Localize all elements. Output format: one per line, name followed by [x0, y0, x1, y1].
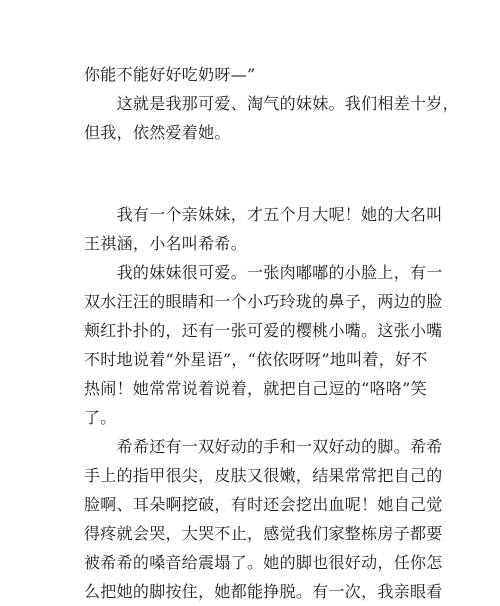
- paragraph-block-1: [84, 60, 459, 147]
- text-line: 我有一个亲妹妹，才五个月大呢！她的大名叫: [84, 205, 443, 224]
- text-line: 我的妹妹很可爱。一张肉嘟嘟的小脸上，有一: [84, 263, 443, 282]
- text-line: 你能不能好好吃奶呀—”: [84, 65, 256, 84]
- text-line: 被希希的嗓音给震塌了。她的脚也很好动，任你怎: [84, 553, 443, 572]
- text-line: 这就是我那可爱、淘气的妹妹。我们相差十岁，: [84, 94, 459, 113]
- text-line: 希希还有一双好动的手和一双好动的脚。希希: [84, 437, 443, 456]
- text-line: 颊红扑扑的，还有一张可爱的樱桃小嘴。这张小嘴: [84, 321, 443, 340]
- text-line: 么把她的脚按住，她都能挣脱。有一次，我亲眼看: [84, 582, 443, 601]
- text-line: 热闹！她常常说着说着，就把自己逗的“咯咯”笑: [84, 379, 427, 398]
- text-line: 王祺涵，小名叫希希。: [84, 234, 248, 253]
- text-line: 但我，依然爱着她。: [84, 123, 231, 142]
- paragraph-block-2: [84, 200, 443, 606]
- text-line: 得疼就会哭，大哭不止，感觉我们家整栋房子都要: [84, 524, 443, 543]
- text-line: 双水汪汪的眼睛和一个小巧玲珑的鼻子，两边的脸: [84, 292, 443, 311]
- text-line: 不时地说着“外星语”，“依依呀呀”地叫着，好不: [84, 350, 428, 369]
- text-line: 了。: [84, 408, 117, 427]
- text-line: 手上的指甲很尖，皮肤又很嫩，结果常常把自己的: [84, 466, 443, 485]
- text-line: 脸啊、耳朵啊挖破，有时还会挖出血呢！她自己觉: [84, 495, 443, 514]
